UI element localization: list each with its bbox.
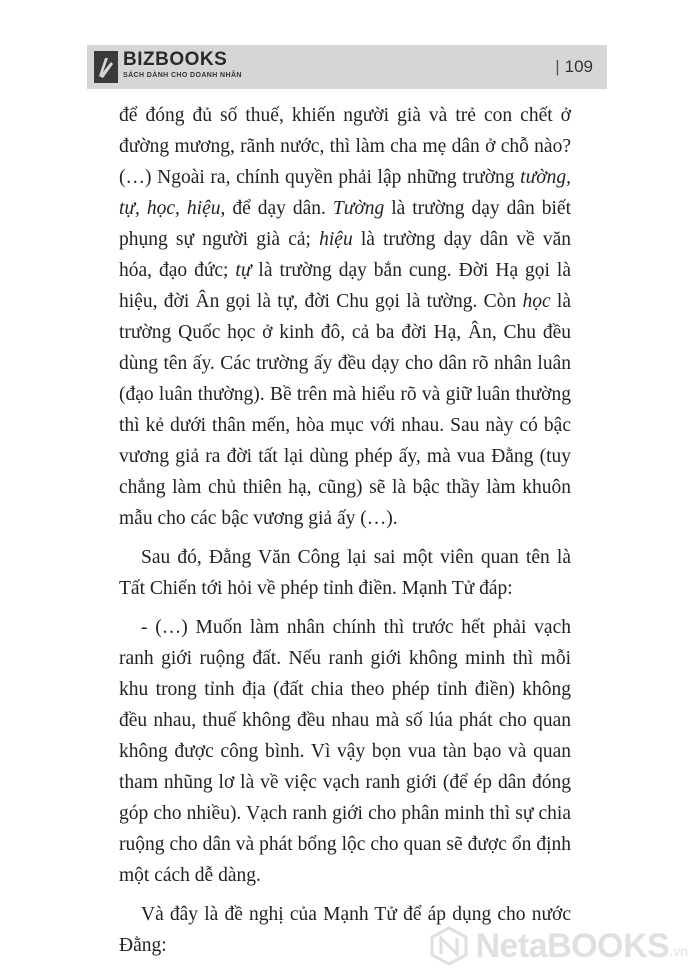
page-number [555, 57, 593, 77]
text-run: là trường dạy bắn cung. Đời Hạ gọi là hiệu, đời Ân gọi là tự, đời Chu gọi là tường. Còn [119, 260, 571, 312]
watermark [429, 924, 688, 968]
text-run: là trường dạy dân về văn hóa, đạo đức; [119, 229, 571, 281]
text-run: để dạy dân. [225, 198, 333, 219]
watermark-text: NetaBOOKS [475, 926, 670, 965]
page-body [119, 100, 571, 961]
watermark-suffix: .vn [669, 943, 688, 959]
paragraph-1 [119, 100, 571, 534]
paragraph-2: Sau đó, Đằng Văn Công lại sai một viên quan tên là Tất Chiến tới hỏi về phép tỉnh điền. Mạnh Tử đáp: [119, 547, 571, 599]
paragraph-3: - (…) Muốn làm nhân chính thì trước hết phải vạch ranh giới ruộng đất. Nếu ranh giới không minh thì mỗi khu trong tỉnh địa (đất chia theo phép tỉnh điền) không đều nhau, thuế không đều nhau mà số lúa phát cho quan không được công bình. Vì vậy bọn vua tàn bạo và quan tham nhũng lơ là về việc vạch ranh giới (để ép dân đóng góp cho nhiều). Vạch ranh giới cho phân minh thì sự chia ruộng cho dân và phát bổng lộc cho quan sẽ được ổn định một cách dễ dàng. [119, 617, 571, 886]
bizbooks-logo-icon [93, 50, 119, 84]
italic-term: tường, tự, học, hiệu, [119, 167, 571, 219]
italic-term: tự [235, 260, 252, 281]
page-header [87, 45, 607, 89]
text-run: là trường Quốc học ở kinh đô, cả ba đời Hạ, Ân, Chu đều dùng tên ấy. Các trường ấy đều dạy cho dân rõ nhân luân (đạo luân thường). Bề trên mà hiểu rõ và giữ luân thường thì kẻ dưới thân mến, hòa mục với nhau. Sau này có bậc vương giả ra đời tất lại dùng phép ấy, mà vua Đằng (tuy chẳng làm chủ thiên hạ, cũng) sẽ là bậc thầy làm khuôn mẫu cho các bậc vương giả ấy (…). [119, 291, 571, 529]
text-run: là trường dạy dân biết phụng sự người già cả; [119, 198, 572, 250]
paragraph-4: Và đây là đề nghị của Mạnh Tử để áp dụng cho nước Đằng: [119, 904, 571, 956]
page-number-value: 109 [564, 57, 593, 76]
netabooks-logo-icon [429, 926, 469, 966]
italic-term: hiệu [319, 229, 353, 250]
text-run: để đóng đủ số thuế, khiến người già và trẻ con chết ở đường mương, rãnh nước, thì làm cha mẹ dân ở chỗ nào? (…) Ngoài ra, chính quyền phải lập những trường [119, 105, 571, 188]
page-number-divider: | [555, 57, 560, 76]
italic-term: Tường [332, 198, 385, 219]
brand-name: BIZBOOKS [123, 49, 228, 70]
italic-term: học [522, 291, 551, 312]
brand-tagline: SÁCH DÀNH CHO DOANH NHÂN [123, 72, 242, 79]
